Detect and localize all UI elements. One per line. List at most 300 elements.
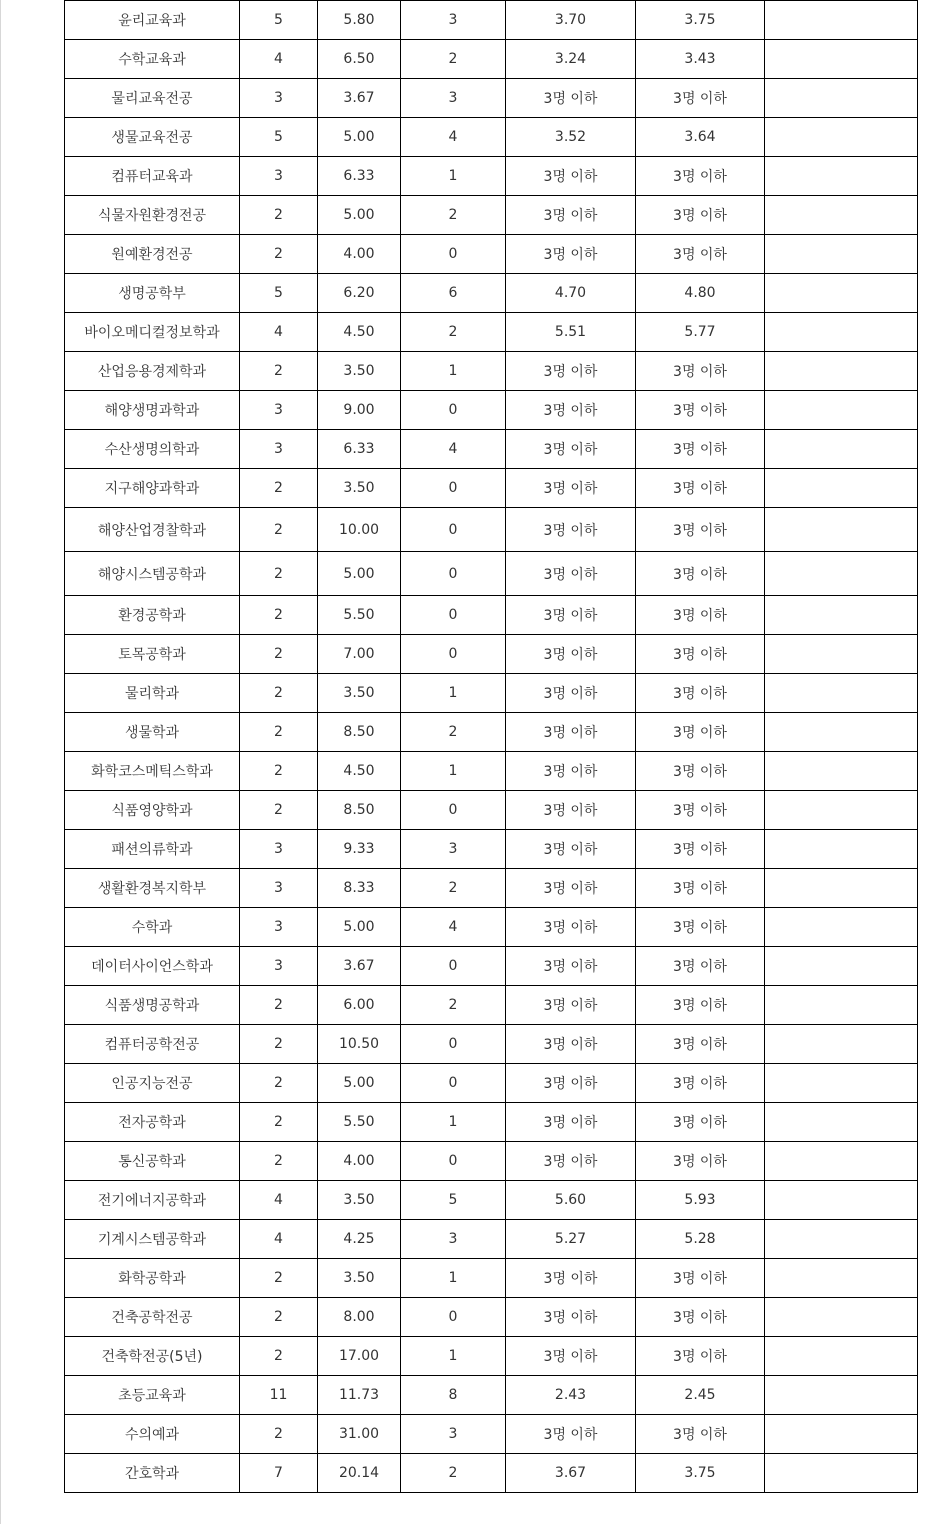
grade-b-cell: 3명 이하 [636, 1064, 765, 1103]
grade-a-cell: 3명 이하 [506, 830, 636, 869]
note-cell [765, 430, 918, 469]
extra-pass-cell: 2 [401, 713, 506, 752]
department-cell: 데이터사이언스학과 [65, 947, 240, 986]
table-row [65, 596, 918, 635]
note-cell [765, 1298, 918, 1337]
table-row [65, 1064, 918, 1103]
department-cell: 전자공학과 [65, 1103, 240, 1142]
grade-a-cell: 3명 이하 [506, 352, 636, 391]
recruit-count-cell: 2 [240, 1415, 318, 1454]
grade-a-cell: 3명 이하 [506, 157, 636, 196]
extra-pass-cell: 0 [401, 391, 506, 430]
recruit-count-cell: 5 [240, 1, 318, 40]
note-cell [765, 1, 918, 40]
competition-rate-cell: 8.00 [318, 1298, 401, 1337]
recruit-count-cell: 5 [240, 274, 318, 313]
extra-pass-cell: 1 [401, 674, 506, 713]
grade-b-cell: 4.80 [636, 274, 765, 313]
department-cell: 식품생명공학과 [65, 986, 240, 1025]
grade-a-cell: 3명 이하 [506, 1337, 636, 1376]
table-body [65, 1, 918, 1493]
recruit-count-cell: 3 [240, 947, 318, 986]
competition-rate-cell: 3.50 [318, 469, 401, 508]
recruit-count-cell: 2 [240, 713, 318, 752]
grade-b-cell: 5.28 [636, 1220, 765, 1259]
table-row [65, 830, 918, 869]
department-cell: 윤리교육과 [65, 1, 240, 40]
grade-a-cell: 3명 이하 [506, 469, 636, 508]
note-cell [765, 40, 918, 79]
department-cell: 컴퓨터공학전공 [65, 1025, 240, 1064]
grade-a-cell: 3명 이하 [506, 713, 636, 752]
grade-b-cell: 3명 이하 [636, 391, 765, 430]
grade-b-cell: 2.45 [636, 1376, 765, 1415]
table-row [65, 469, 918, 508]
note-cell [765, 1142, 918, 1181]
grade-b-cell: 3명 이하 [636, 469, 765, 508]
department-cell: 물리교육전공 [65, 79, 240, 118]
grade-a-cell: 5.51 [506, 313, 636, 352]
table-row [65, 274, 918, 313]
grade-b-cell: 3명 이하 [636, 1259, 765, 1298]
table-row [65, 40, 918, 79]
note-cell [765, 552, 918, 596]
competition-rate-cell: 3.50 [318, 1259, 401, 1298]
grade-a-cell: 3명 이하 [506, 391, 636, 430]
competition-rate-cell: 17.00 [318, 1337, 401, 1376]
grade-a-cell: 3.67 [506, 1454, 636, 1493]
note-cell [765, 313, 918, 352]
department-cell: 해양시스템공학과 [65, 552, 240, 596]
grade-b-cell: 3명 이하 [636, 352, 765, 391]
recruit-count-cell: 2 [240, 752, 318, 791]
competition-rate-cell: 3.50 [318, 1181, 401, 1220]
grade-a-cell: 3명 이하 [506, 508, 636, 552]
recruit-count-cell: 2 [240, 552, 318, 596]
competition-rate-cell: 4.50 [318, 313, 401, 352]
grade-a-cell: 3명 이하 [506, 791, 636, 830]
competition-rate-cell: 8.33 [318, 869, 401, 908]
recruit-count-cell: 3 [240, 830, 318, 869]
note-cell [765, 791, 918, 830]
department-cell: 인공지능전공 [65, 1064, 240, 1103]
recruit-count-cell: 2 [240, 596, 318, 635]
grade-a-cell: 3명 이하 [506, 1415, 636, 1454]
extra-pass-cell: 0 [401, 235, 506, 274]
grade-a-cell: 3명 이하 [506, 79, 636, 118]
grade-b-cell: 5.77 [636, 313, 765, 352]
recruit-count-cell: 2 [240, 1298, 318, 1337]
note-cell [765, 391, 918, 430]
department-cell: 통신공학과 [65, 1142, 240, 1181]
extra-pass-cell: 0 [401, 552, 506, 596]
table-row [65, 118, 918, 157]
table-row [65, 713, 918, 752]
competition-rate-cell: 4.25 [318, 1220, 401, 1259]
competition-rate-cell: 5.00 [318, 118, 401, 157]
note-cell [765, 118, 918, 157]
table-row [65, 1298, 918, 1337]
department-cell: 토목공학과 [65, 635, 240, 674]
competition-rate-cell: 10.50 [318, 1025, 401, 1064]
note-cell [765, 1181, 918, 1220]
grade-b-cell: 3명 이하 [636, 791, 765, 830]
table-row [65, 1220, 918, 1259]
grade-b-cell: 3명 이하 [636, 1142, 765, 1181]
note-cell [765, 274, 918, 313]
grade-b-cell: 5.93 [636, 1181, 765, 1220]
department-cell: 패션의류학과 [65, 830, 240, 869]
grade-a-cell: 3명 이하 [506, 552, 636, 596]
competition-rate-cell: 3.50 [318, 674, 401, 713]
grade-b-cell: 3명 이하 [636, 635, 765, 674]
grade-b-cell: 3명 이하 [636, 674, 765, 713]
grade-a-cell: 3명 이하 [506, 947, 636, 986]
extra-pass-cell: 2 [401, 40, 506, 79]
grade-b-cell: 3명 이하 [636, 596, 765, 635]
extra-pass-cell: 4 [401, 908, 506, 947]
recruit-count-cell: 4 [240, 313, 318, 352]
competition-rate-cell: 8.50 [318, 791, 401, 830]
grade-b-cell: 3명 이하 [636, 157, 765, 196]
grade-a-cell: 3명 이하 [506, 235, 636, 274]
department-cell: 식품영양학과 [65, 791, 240, 830]
extra-pass-cell: 1 [401, 1259, 506, 1298]
extra-pass-cell: 2 [401, 869, 506, 908]
department-cell: 물리학과 [65, 674, 240, 713]
department-cell: 컴퓨터교육과 [65, 157, 240, 196]
grade-a-cell: 3명 이하 [506, 1025, 636, 1064]
grade-b-cell: 3명 이하 [636, 947, 765, 986]
competition-rate-cell: 9.33 [318, 830, 401, 869]
recruit-count-cell: 2 [240, 791, 318, 830]
recruit-count-cell: 3 [240, 79, 318, 118]
competition-rate-cell: 6.33 [318, 430, 401, 469]
department-cell: 기계시스템공학과 [65, 1220, 240, 1259]
competition-rate-cell: 3.67 [318, 79, 401, 118]
competition-rate-cell: 10.00 [318, 508, 401, 552]
table-row [65, 1454, 918, 1493]
grade-a-cell: 5.60 [506, 1181, 636, 1220]
competition-rate-cell: 6.00 [318, 986, 401, 1025]
table-row [65, 196, 918, 235]
competition-rate-cell: 8.50 [318, 713, 401, 752]
grade-a-cell: 3명 이하 [506, 674, 636, 713]
recruit-count-cell: 2 [240, 352, 318, 391]
department-cell: 바이오메디컬정보학과 [65, 313, 240, 352]
department-cell: 생명공학부 [65, 274, 240, 313]
grade-b-cell: 3명 이하 [636, 430, 765, 469]
grade-a-cell: 3명 이하 [506, 752, 636, 791]
extra-pass-cell: 3 [401, 1415, 506, 1454]
recruit-count-cell: 2 [240, 1064, 318, 1103]
extra-pass-cell: 1 [401, 1103, 506, 1142]
competition-rate-cell: 4.50 [318, 752, 401, 791]
note-cell [765, 986, 918, 1025]
table-row [65, 1, 918, 40]
recruit-count-cell: 2 [240, 196, 318, 235]
grade-b-cell: 3.75 [636, 1454, 765, 1493]
extra-pass-cell: 4 [401, 118, 506, 157]
grade-b-cell: 3.43 [636, 40, 765, 79]
competition-rate-cell: 9.00 [318, 391, 401, 430]
table-row [65, 635, 918, 674]
note-cell [765, 1064, 918, 1103]
extra-pass-cell: 1 [401, 352, 506, 391]
grade-a-cell: 3명 이하 [506, 196, 636, 235]
table-row [65, 1103, 918, 1142]
note-cell [765, 752, 918, 791]
extra-pass-cell: 0 [401, 1064, 506, 1103]
department-cell: 생활환경복지학부 [65, 869, 240, 908]
extra-pass-cell: 3 [401, 1220, 506, 1259]
extra-pass-cell: 3 [401, 830, 506, 869]
grade-b-cell: 3명 이하 [636, 79, 765, 118]
table-row [65, 986, 918, 1025]
extra-pass-cell: 0 [401, 791, 506, 830]
competition-rate-cell: 3.67 [318, 947, 401, 986]
department-cell: 수의예과 [65, 1415, 240, 1454]
competition-rate-cell: 5.00 [318, 552, 401, 596]
note-cell [765, 1415, 918, 1454]
department-cell: 지구해양과학과 [65, 469, 240, 508]
department-cell: 수학교육과 [65, 40, 240, 79]
admission-results-table [64, 0, 918, 1493]
recruit-count-cell: 2 [240, 986, 318, 1025]
note-cell [765, 157, 918, 196]
grade-b-cell: 3명 이하 [636, 908, 765, 947]
department-cell: 초등교육과 [65, 1376, 240, 1415]
extra-pass-cell: 3 [401, 1, 506, 40]
table-row [65, 1181, 918, 1220]
grade-a-cell: 3.70 [506, 1, 636, 40]
grade-b-cell: 3명 이하 [636, 1025, 765, 1064]
page-left-edge [0, 0, 1, 1524]
table-row [65, 1376, 918, 1415]
grade-a-cell: 3명 이하 [506, 1064, 636, 1103]
recruit-count-cell: 11 [240, 1376, 318, 1415]
recruit-count-cell: 2 [240, 469, 318, 508]
department-cell: 화학코스메틱스학과 [65, 752, 240, 791]
note-cell [765, 1103, 918, 1142]
note-cell [765, 1454, 918, 1493]
recruit-count-cell: 4 [240, 40, 318, 79]
table-row [65, 1142, 918, 1181]
grade-a-cell: 3명 이하 [506, 1298, 636, 1337]
grade-b-cell: 3명 이하 [636, 986, 765, 1025]
extra-pass-cell: 0 [401, 947, 506, 986]
note-cell [765, 1025, 918, 1064]
table-row [65, 313, 918, 352]
table-row [65, 1415, 918, 1454]
competition-rate-cell: 4.00 [318, 1142, 401, 1181]
competition-rate-cell: 5.00 [318, 908, 401, 947]
table-row [65, 352, 918, 391]
table-row [65, 235, 918, 274]
table-row [65, 79, 918, 118]
table-row [65, 1025, 918, 1064]
note-cell [765, 1220, 918, 1259]
grade-a-cell: 3명 이하 [506, 635, 636, 674]
recruit-count-cell: 2 [240, 235, 318, 274]
extra-pass-cell: 0 [401, 1298, 506, 1337]
grade-b-cell: 3명 이하 [636, 752, 765, 791]
grade-a-cell: 3명 이하 [506, 1142, 636, 1181]
grade-b-cell: 3명 이하 [636, 508, 765, 552]
extra-pass-cell: 0 [401, 508, 506, 552]
department-cell: 환경공학과 [65, 596, 240, 635]
department-cell: 생물교육전공 [65, 118, 240, 157]
table-row [65, 508, 918, 552]
grade-a-cell: 3.24 [506, 40, 636, 79]
department-cell: 전기에너지공학과 [65, 1181, 240, 1220]
recruit-count-cell: 2 [240, 1142, 318, 1181]
grade-b-cell: 3명 이하 [636, 1337, 765, 1376]
recruit-count-cell: 4 [240, 1220, 318, 1259]
note-cell [765, 713, 918, 752]
extra-pass-cell: 2 [401, 986, 506, 1025]
competition-rate-cell: 7.00 [318, 635, 401, 674]
competition-rate-cell: 6.20 [318, 274, 401, 313]
extra-pass-cell: 0 [401, 469, 506, 508]
table-row [65, 908, 918, 947]
table-row [65, 552, 918, 596]
grade-b-cell: 3명 이하 [636, 196, 765, 235]
grade-a-cell: 3명 이하 [506, 1103, 636, 1142]
department-cell: 건축공학전공 [65, 1298, 240, 1337]
grade-b-cell: 3명 이하 [636, 235, 765, 274]
recruit-count-cell: 2 [240, 1337, 318, 1376]
competition-rate-cell: 20.14 [318, 1454, 401, 1493]
note-cell [765, 908, 918, 947]
note-cell [765, 79, 918, 118]
grade-b-cell: 3명 이하 [636, 1298, 765, 1337]
extra-pass-cell: 8 [401, 1376, 506, 1415]
department-cell: 해양생명과학과 [65, 391, 240, 430]
note-cell [765, 1337, 918, 1376]
recruit-count-cell: 3 [240, 869, 318, 908]
note-cell [765, 235, 918, 274]
note-cell [765, 1376, 918, 1415]
recruit-count-cell: 4 [240, 1181, 318, 1220]
competition-rate-cell: 5.00 [318, 1064, 401, 1103]
table-row [65, 391, 918, 430]
extra-pass-cell: 1 [401, 752, 506, 791]
grade-a-cell: 5.27 [506, 1220, 636, 1259]
note-cell [765, 830, 918, 869]
competition-rate-cell: 4.00 [318, 235, 401, 274]
recruit-count-cell: 2 [240, 1103, 318, 1142]
competition-rate-cell: 6.50 [318, 40, 401, 79]
extra-pass-cell: 0 [401, 596, 506, 635]
grade-a-cell: 2.43 [506, 1376, 636, 1415]
recruit-count-cell: 3 [240, 157, 318, 196]
grade-b-cell: 3명 이하 [636, 1103, 765, 1142]
recruit-count-cell: 2 [240, 635, 318, 674]
competition-rate-cell: 5.50 [318, 596, 401, 635]
competition-rate-cell: 5.80 [318, 1, 401, 40]
table-row [65, 430, 918, 469]
table-row [65, 947, 918, 986]
department-cell: 산업응용경제학과 [65, 352, 240, 391]
competition-rate-cell: 3.50 [318, 352, 401, 391]
competition-rate-cell: 11.73 [318, 1376, 401, 1415]
grade-a-cell: 3명 이하 [506, 1259, 636, 1298]
table-row [65, 869, 918, 908]
department-cell: 해양산업경찰학과 [65, 508, 240, 552]
competition-rate-cell: 5.50 [318, 1103, 401, 1142]
table-row [65, 157, 918, 196]
grade-b-cell: 3명 이하 [636, 552, 765, 596]
note-cell [765, 674, 918, 713]
note-cell [765, 635, 918, 674]
table-row [65, 752, 918, 791]
note-cell [765, 508, 918, 552]
extra-pass-cell: 0 [401, 1025, 506, 1064]
grade-a-cell: 3명 이하 [506, 869, 636, 908]
extra-pass-cell: 3 [401, 79, 506, 118]
grade-b-cell: 3명 이하 [636, 869, 765, 908]
grade-a-cell: 3명 이하 [506, 908, 636, 947]
recruit-count-cell: 2 [240, 508, 318, 552]
note-cell [765, 352, 918, 391]
grade-b-cell: 3명 이하 [636, 1415, 765, 1454]
note-cell [765, 947, 918, 986]
grade-a-cell: 3명 이하 [506, 596, 636, 635]
department-cell: 간호학과 [65, 1454, 240, 1493]
extra-pass-cell: 5 [401, 1181, 506, 1220]
competition-rate-cell: 6.33 [318, 157, 401, 196]
recruit-count-cell: 3 [240, 908, 318, 947]
recruit-count-cell: 7 [240, 1454, 318, 1493]
table-row [65, 791, 918, 830]
extra-pass-cell: 2 [401, 313, 506, 352]
recruit-count-cell: 3 [240, 391, 318, 430]
department-cell: 생물학과 [65, 713, 240, 752]
grade-b-cell: 3명 이하 [636, 713, 765, 752]
grade-b-cell: 3.64 [636, 118, 765, 157]
recruit-count-cell: 2 [240, 674, 318, 713]
note-cell [765, 869, 918, 908]
recruit-count-cell: 3 [240, 430, 318, 469]
note-cell [765, 1259, 918, 1298]
department-cell: 원예환경전공 [65, 235, 240, 274]
table-row [65, 1337, 918, 1376]
extra-pass-cell: 2 [401, 1454, 506, 1493]
department-cell: 건축학전공(5년) [65, 1337, 240, 1376]
grade-b-cell: 3.75 [636, 1, 765, 40]
extra-pass-cell: 1 [401, 1337, 506, 1376]
grade-a-cell: 3.52 [506, 118, 636, 157]
grade-a-cell: 3명 이하 [506, 430, 636, 469]
recruit-count-cell: 2 [240, 1025, 318, 1064]
competition-rate-cell: 31.00 [318, 1415, 401, 1454]
department-cell: 식물자원환경전공 [65, 196, 240, 235]
extra-pass-cell: 4 [401, 430, 506, 469]
recruit-count-cell: 2 [240, 1259, 318, 1298]
grade-a-cell: 3명 이하 [506, 986, 636, 1025]
extra-pass-cell: 0 [401, 635, 506, 674]
grade-b-cell: 3명 이하 [636, 830, 765, 869]
extra-pass-cell: 1 [401, 157, 506, 196]
extra-pass-cell: 2 [401, 196, 506, 235]
department-cell: 수산생명의학과 [65, 430, 240, 469]
extra-pass-cell: 0 [401, 1142, 506, 1181]
note-cell [765, 469, 918, 508]
note-cell [765, 196, 918, 235]
table-row [65, 674, 918, 713]
department-cell: 화학공학과 [65, 1259, 240, 1298]
